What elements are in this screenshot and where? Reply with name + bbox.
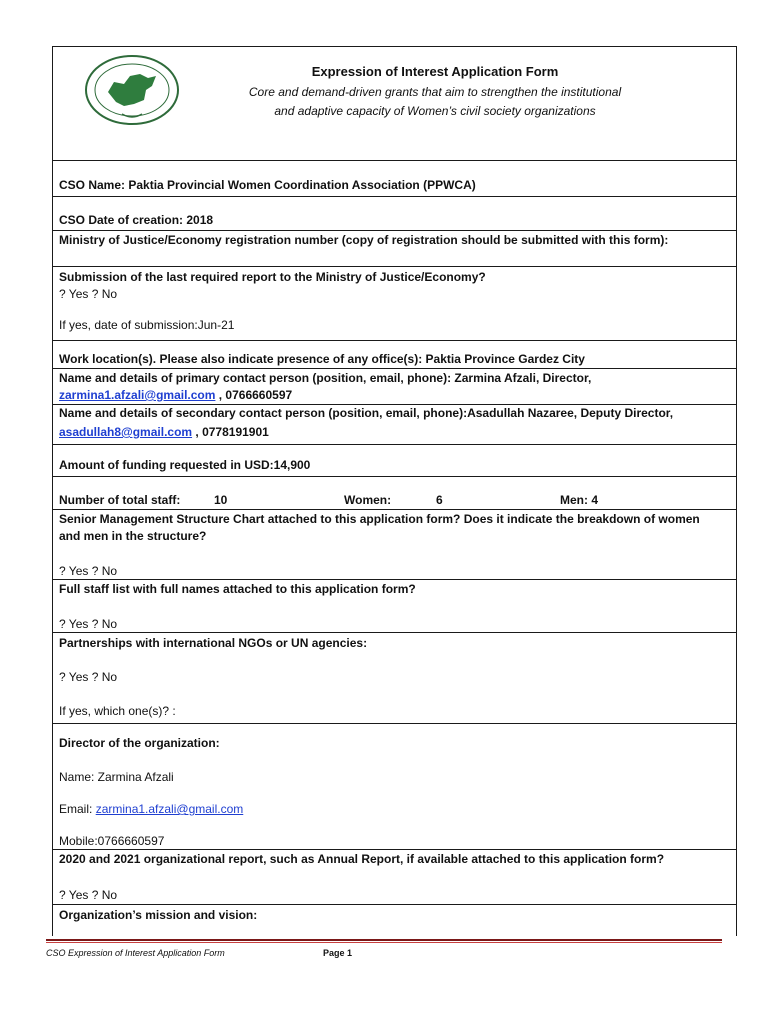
staff-list-question: Full staff list with full names attached to this application form? [59,582,416,596]
row-divider [52,723,737,724]
staff-women-label: Women: [344,493,392,507]
director-email-label: Email: [59,802,96,816]
staff-list-options[interactable]: ? Yes ? No [59,617,118,631]
partnerships-options[interactable]: ? Yes ? No [59,670,118,684]
row-divider [52,509,737,510]
primary-email-link[interactable]: zarmina1.afzali@gmail.com [59,388,216,402]
row-divider [52,266,737,267]
row-divider [52,849,737,850]
footer-title: CSO Expression of Interest Application Form [46,948,225,958]
row-divider [52,476,737,477]
senior-structure-question-2: and men in the structure? [59,529,207,543]
staff-men: Men: 4 [560,493,599,507]
director-name: Name: Zarmina Afzali [59,770,174,784]
row-divider [52,904,737,905]
senior-structure-question-1: Senior Management Structure Chart attached to this application form? Does it indicate the breakdown of women [59,512,700,526]
submission-question: Submission of the last required report to the Ministry of Justice/Economy? [59,270,486,284]
row-divider [52,404,737,405]
row-divider [52,230,737,231]
senior-structure-options[interactable]: ? Yes ? No [59,564,118,578]
work-location: Work location(s). Please also indicate presence of any office(s): Paktia Province Gardez City [59,352,585,366]
funding-amount: Amount of funding requested in USD:14,900 [59,458,311,472]
secondary-phone: , 0778191901 [192,425,269,439]
primary-phone: , 0766660597 [215,388,293,402]
director-email [59,802,243,816]
footer-rule-accent [46,942,722,943]
secondary-email-link[interactable]: asadullah8@gmail.com [59,425,193,439]
row-divider [52,340,737,341]
row-divider [52,368,737,369]
secondary-contact-details [59,425,269,439]
cso-date-creation: CSO Date of creation: 2018 [59,213,214,227]
cso-name: CSO Name: Paktia Provincial Women Coordination Association (PPWCA) [59,178,476,192]
secondary-contact: Name and details of secondary contact person (position, email, phone):Asadullah Nazaree, Deputy Director, [59,406,674,420]
page-number: Page 1 [323,948,353,958]
staff-total-value: 10 [214,493,228,507]
primary-contact-details [59,388,292,402]
submission-date: If yes, date of submission:Jun-21 [59,318,235,332]
partnerships-which: If yes, which one(s)? : [59,704,176,718]
director-mobile: Mobile:0766660597 [59,834,165,848]
mission-vision-heading: Organization’s mission and vision: [59,908,258,922]
staff-women-value: 6 [436,493,443,507]
afghanistan-map-seal-icon [84,54,180,126]
partnerships-question: Partnerships with international NGOs or UN agencies: [59,636,368,650]
registration-number-label: Ministry of Justice/Economy registration number (copy of registration should be submitted with this form): [59,233,669,247]
row-divider [52,444,737,445]
row-divider [52,160,737,161]
form-subtitle-line2: and adaptive capacity of Women’s civil society organizations [274,104,596,118]
report-question: 2020 and 2021 organizational report, such as Annual Report, if available attached to this application form? [59,852,665,866]
director-heading: Director of the organization: [59,736,220,750]
row-divider [52,632,737,633]
primary-contact: Name and details of primary contact person (position, email, phone): Zarmina Afzali, Director, [59,371,592,385]
row-divider [52,579,737,580]
director-email-link[interactable]: zarmina1.afzali@gmail.com [95,802,244,816]
submission-options[interactable]: ? Yes ? No [59,287,118,301]
report-options[interactable]: ? Yes ? No [59,888,118,902]
form-title: Expression of Interest Application Form [311,64,559,79]
row-divider [52,196,737,197]
staff-total-label: Number of total staff: [59,493,181,507]
form-subtitle-line1: Core and demand-driven grants that aim to strengthen the institutional [248,85,622,99]
footer-rule [46,939,722,941]
